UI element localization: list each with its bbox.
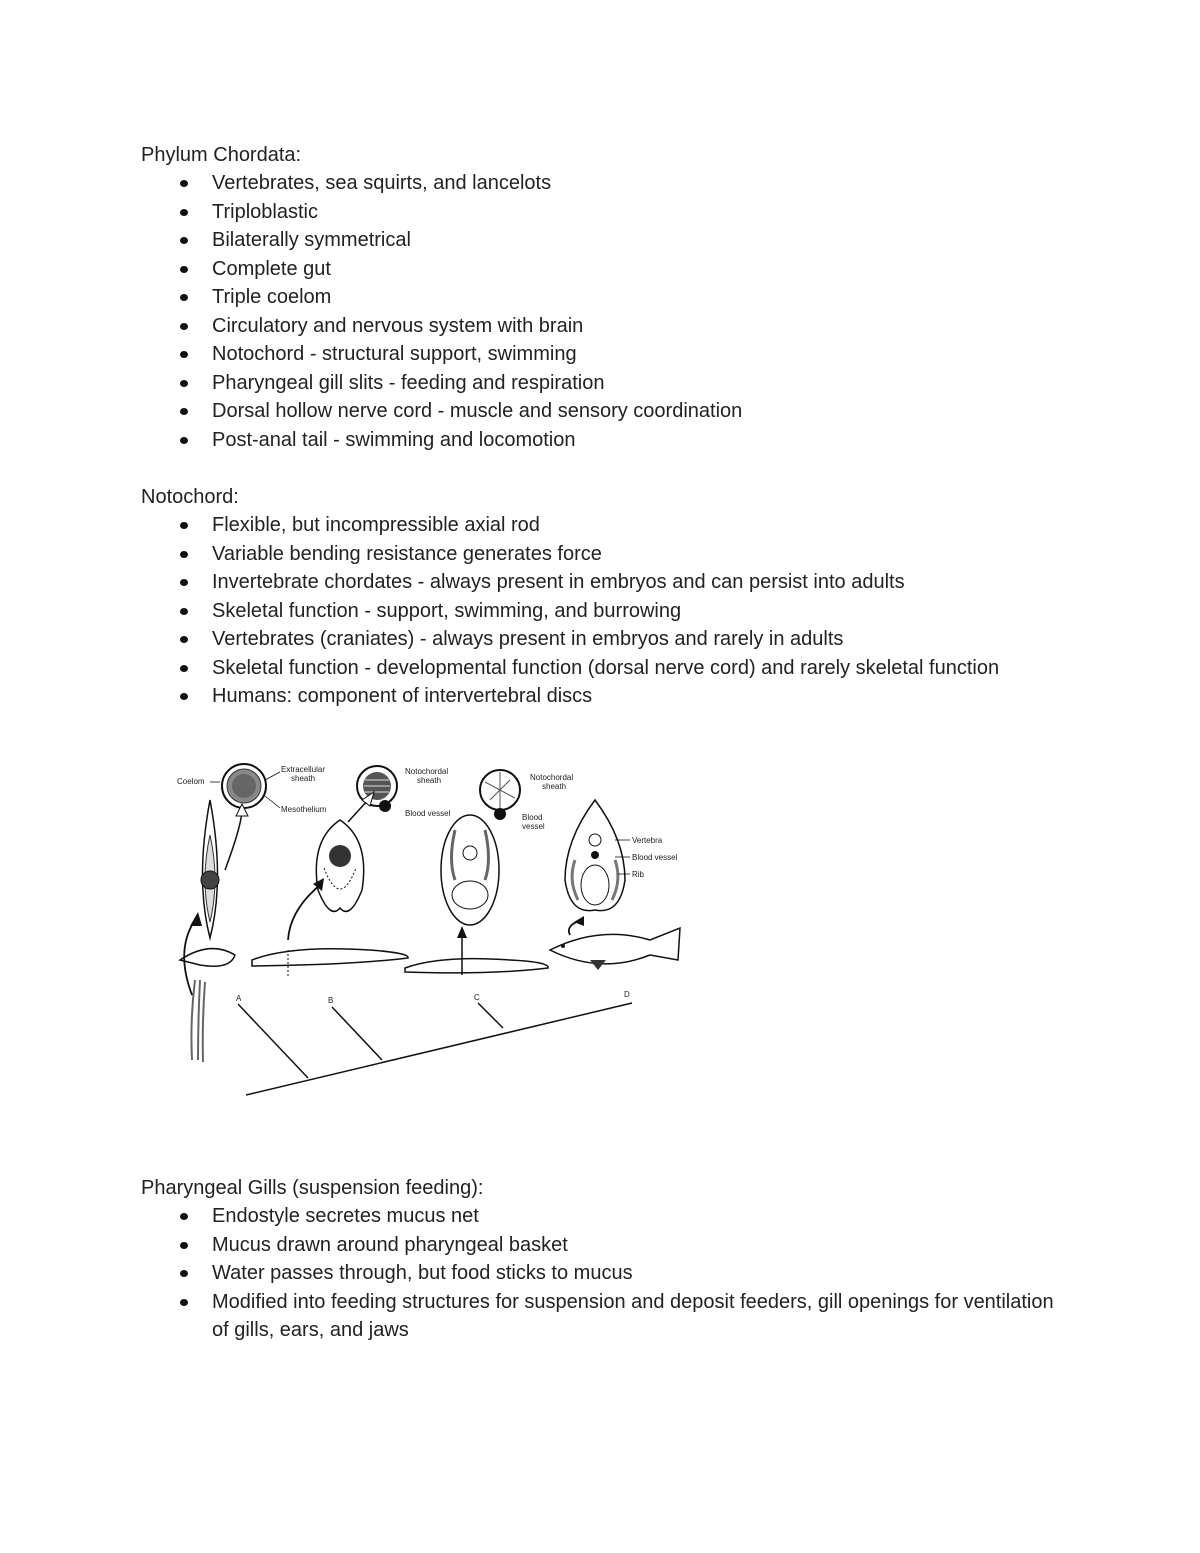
cross-section-b <box>357 766 451 818</box>
animal-lamprey <box>405 926 548 975</box>
list-item: Skeletal function - support, swimming, and burrowing <box>141 597 1061 626</box>
section-phylum-chordata <box>141 141 1061 454</box>
cross-section-a <box>177 764 327 814</box>
label-notochordal-sheath-c: Notochordal <box>530 773 574 782</box>
list-item: Post-anal tail - swimming and locomotion <box>141 426 1061 455</box>
section-notochord <box>141 483 1061 711</box>
animal-fish <box>550 916 680 970</box>
list-item: Invertebrate chordates - always present in embryos and can persist into adults <box>141 568 1061 597</box>
body-section-a <box>201 800 248 938</box>
body-section-d <box>565 800 678 911</box>
list-item: Dorsal hollow nerve cord - muscle and sensory coordination <box>141 397 1061 426</box>
node-label-b: B <box>328 996 334 1005</box>
label-blood-vessel-c: Blood <box>522 813 543 822</box>
list-item: Flexible, but incompressible axial rod <box>141 511 1061 540</box>
list-item: Triploblastic <box>141 198 1061 227</box>
list-item: Circulatory and nervous system with brain <box>141 312 1061 341</box>
label-notochordal-sheath-c-2: sheath <box>542 782 567 791</box>
section-pharyngeal-gills <box>141 1174 1061 1345</box>
cross-section-c <box>480 770 573 831</box>
notochord-evolution-diagram <box>170 760 710 1105</box>
list-item: Humans: component of intervertebral discs <box>141 682 1061 711</box>
section-heading: Notochord: <box>141 486 239 508</box>
body-section-c <box>441 815 499 925</box>
list-item: Variable bending resistance generates force <box>141 540 1061 569</box>
node-label-d: D <box>624 990 630 999</box>
label-mesothelium: Mesothelium <box>281 805 327 814</box>
list-item: Skeletal function - developmental function (dorsal nerve cord) and rarely skeletal function <box>141 654 1061 683</box>
label-blood-vessel-c-2: vessel <box>522 822 545 831</box>
label-extracellular-sheath-2: sheath <box>291 774 316 783</box>
animal-tunicate <box>180 912 235 1062</box>
list-item: Modified into feeding structures for suspension and deposit feeders, gill openings for ventilation of gills, ears, and jaws <box>141 1288 1061 1345</box>
list-item: Vertebrates, sea squirts, and lancelots <box>141 169 1061 198</box>
label-rib: Rib <box>632 870 645 879</box>
list-item: Endostyle secretes mucus net <box>141 1202 1061 1231</box>
bullet-list <box>141 169 1061 454</box>
label-notochordal-sheath-b-2: sheath <box>417 776 442 785</box>
list-item: Water passes through, but food sticks to mucus <box>141 1259 1061 1288</box>
bullet-list <box>141 1202 1061 1345</box>
list-item: Complete gut <box>141 255 1061 284</box>
label-vertebra: Vertebra <box>632 836 663 845</box>
list-item: Mucus drawn around pharyngeal basket <box>141 1231 1061 1260</box>
list-item: Pharyngeal gill slits - feeding and respiration <box>141 369 1061 398</box>
label-extracellular-sheath: Extracellular <box>281 765 326 774</box>
node-label-a: A <box>236 994 242 1003</box>
node-label-c: C <box>474 993 480 1002</box>
label-coelom: Coelom <box>177 777 205 786</box>
list-item: Triple coelom <box>141 283 1061 312</box>
list-item: Bilaterally symmetrical <box>141 226 1061 255</box>
list-item: Notochord - structural support, swimming <box>141 340 1061 369</box>
section-heading: Pharyngeal Gills (suspension feeding): <box>141 1177 484 1199</box>
cladogram <box>236 990 632 1095</box>
list-item: Vertebrates (craniates) - always present in embryos and rarely in adults <box>141 625 1061 654</box>
label-blood-vessel-b: Blood vessel <box>405 809 451 818</box>
section-heading: Phylum Chordata: <box>141 144 302 166</box>
label-notochordal-sheath-b: Notochordal <box>405 767 449 776</box>
bullet-list <box>141 511 1061 711</box>
label-blood-vessel-d: Blood vessel <box>632 853 678 862</box>
